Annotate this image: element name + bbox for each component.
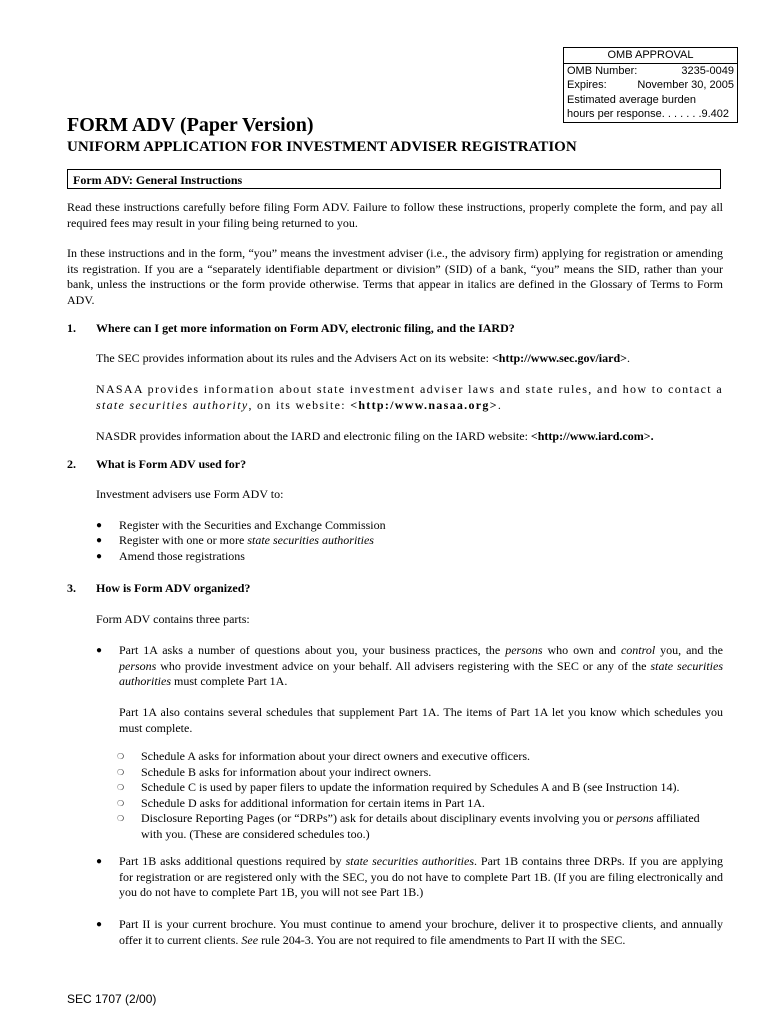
glossary-term: state securities authority bbox=[96, 397, 249, 412]
text-segment: NASDR provides information about the IARD and electronic filing on the IARD website: bbox=[96, 429, 531, 443]
sub-bullet-text bbox=[141, 796, 723, 812]
glossary-term: state securities authorities bbox=[247, 533, 374, 547]
text-segment: , on its website: bbox=[248, 397, 351, 412]
question-number: 3. bbox=[67, 581, 76, 595]
text-segment: Part II is your current brochure. You must continue to amend your brochure, deliver it to prospective clients, and annually offer it to current clients. bbox=[119, 917, 723, 947]
glossary-term: state securities authorities bbox=[345, 854, 475, 868]
burden-line-1: Estimated average burden bbox=[567, 93, 697, 106]
omb-number: 3235-0049 bbox=[681, 64, 734, 77]
sub-bullet-text bbox=[141, 765, 723, 781]
omb-approval-box bbox=[563, 47, 738, 123]
text-segment: . Part 1B contains three DRPs. If you are applying for registration or are registered only with the SEC, you do not have to complete Part 1B. (If you are filing electronically and you do not have to complete Part 1B, you will not see Part 1B.) bbox=[119, 854, 724, 899]
expires-date: November 30, 2005 bbox=[637, 79, 734, 91]
sub-bullet-text bbox=[141, 811, 723, 842]
sub-bullet-icon: ❍ bbox=[117, 799, 125, 808]
text-segment: Part 1B asks additional questions required by bbox=[119, 854, 346, 868]
expires-label: Expires: bbox=[567, 79, 607, 91]
text-segment: Schedule A asks for information about your direct owners and executive officers. bbox=[141, 749, 530, 763]
text-segment: affiliated with you. (These are considered schedules too.) bbox=[141, 811, 700, 841]
question-title: What is Form ADV used for? bbox=[96, 457, 247, 471]
sub-bullet-icon: ❍ bbox=[117, 768, 125, 777]
bullet-icon: ● bbox=[96, 919, 103, 930]
sub-bullet-item bbox=[117, 780, 723, 796]
question-number: 2. bbox=[67, 457, 76, 471]
bullet-item bbox=[96, 854, 723, 901]
sub-bullet-item bbox=[117, 811, 723, 842]
paragraph bbox=[96, 351, 723, 367]
text-segment: The SEC provides information about its rules and the Advisers Act on its website: bbox=[96, 351, 492, 365]
text-segment: Schedule C is used by paper filers to update the information required by Schedules A and B (see Instruction 14). bbox=[141, 780, 680, 794]
sub-bullet-text bbox=[141, 780, 723, 796]
bullet-text bbox=[119, 643, 723, 690]
bullet-text bbox=[119, 533, 723, 549]
omb-number-label: OMB Number: bbox=[567, 64, 638, 77]
text-segment: Schedule D asks for additional information for certain items in Part 1A. bbox=[141, 796, 485, 810]
bullet-item bbox=[96, 518, 723, 534]
link-text: <http://www.sec.gov/iard> bbox=[491, 351, 627, 365]
text-segment: Read these instructions carefully before filing Form ADV. Failure to follow these instructions, properly complete the form, and pay all required fees may result in your filing being returned to you. bbox=[67, 200, 723, 230]
bullet-text bbox=[119, 854, 723, 901]
form-number-footer: SEC 1707 (2/00) bbox=[67, 992, 157, 1006]
question-title: Where can I get more information on Form ADV, electronic filing, and the IARD? bbox=[96, 321, 515, 335]
text-segment: Part 1A asks a number of questions about you, your business practices, the bbox=[119, 643, 506, 657]
text-segment: . bbox=[626, 351, 630, 365]
sub-bullet-icon: ❍ bbox=[117, 752, 125, 761]
bullet-icon: ● bbox=[96, 551, 103, 562]
link-text: <http://www.iard.com>. bbox=[530, 429, 654, 443]
paragraph: Form ADV contains three parts: bbox=[96, 612, 250, 626]
text-segment: Amend those registrations bbox=[119, 549, 245, 563]
paragraph bbox=[96, 382, 723, 413]
sub-bullet-item bbox=[117, 765, 723, 781]
text-segment: Register with the Securities and Exchange Commission bbox=[119, 518, 386, 532]
text-segment: who own and bbox=[542, 643, 621, 657]
glossary-term: persons bbox=[119, 658, 157, 673]
bullet-icon: ● bbox=[96, 535, 103, 546]
link-text: <http:/www.nasaa.org> bbox=[350, 397, 498, 412]
bullet-text bbox=[119, 917, 723, 948]
sub-bullet-icon: ❍ bbox=[117, 814, 125, 823]
bullet-item bbox=[96, 643, 723, 690]
paragraph bbox=[96, 429, 723, 445]
glossary-term: state securities authorities bbox=[119, 658, 724, 688]
text-segment: Schedule B asks for information about your indirect owners. bbox=[141, 765, 432, 779]
intro-paragraph bbox=[67, 246, 723, 308]
text-segment: Part 1A also contains several schedules that supplement Part 1A. The items of Part 1A let you know which schedules you must complete. bbox=[119, 705, 723, 735]
bullet-icon: ● bbox=[96, 520, 103, 531]
bullet-text bbox=[119, 549, 723, 565]
glossary-term: control bbox=[620, 643, 656, 657]
paragraph-text bbox=[119, 705, 723, 736]
paragraph bbox=[96, 705, 723, 736]
text-segment: you, and the bbox=[655, 643, 723, 657]
bullet-item bbox=[96, 917, 723, 948]
intro-paragraph bbox=[67, 200, 723, 231]
glossary-term: persons bbox=[505, 643, 543, 657]
text-segment: rule 204-3. You are not required to file amendments to Part II with the SEC. bbox=[258, 932, 626, 947]
sub-bullet-item bbox=[117, 749, 723, 765]
text-segment: must complete Part 1A. bbox=[171, 674, 288, 688]
omb-header: OMB APPROVAL bbox=[564, 48, 737, 64]
bullet-item bbox=[96, 533, 723, 549]
text-segment: NASAA provides information about state investment adviser laws and state rules, and how to contact a bbox=[96, 382, 723, 396]
paragraph: Investment advisers use Form ADV to: bbox=[96, 487, 284, 501]
page-title: FORM ADV (Paper Version) bbox=[67, 114, 314, 136]
sub-bullet-item bbox=[117, 796, 723, 812]
glossary-term: See bbox=[241, 932, 259, 947]
text-segment: In these instructions and in the form, “you” means the investment adviser (i.e., the advisory firm) applying for registration or amending its registration. If you are a “separately identifiable department or division” (SID) of a bank, “you” means the SID, rather than your bank, unless the instructions or the form provide otherwise. Terms that appear in italics are defined in the Glossary of Terms to Form ADV. bbox=[67, 246, 723, 307]
bullet-icon: ● bbox=[96, 856, 103, 867]
glossary-term: persons bbox=[616, 811, 654, 825]
bullet-text bbox=[119, 518, 723, 534]
section-header-box: Form ADV: General Instructions bbox=[67, 169, 721, 189]
text-segment: . bbox=[497, 397, 503, 412]
sub-bullet-icon: ❍ bbox=[117, 783, 125, 792]
bullet-item bbox=[96, 549, 723, 565]
burden-line-2: hours per response. . . . . . .9.402 bbox=[567, 108, 730, 120]
sub-bullet-text bbox=[141, 749, 723, 765]
page-subtitle: UNIFORM APPLICATION FOR INVESTMENT ADVISER REGISTRATION bbox=[67, 139, 577, 155]
question-title: How is Form ADV organized? bbox=[96, 581, 251, 595]
bullet-icon: ● bbox=[96, 645, 103, 656]
text-segment: who provide investment advice on your behalf. All advisers registering with the SEC or any of the bbox=[156, 658, 651, 673]
text-segment: Disclosure Reporting Pages (or “DRPs”) ask for details about disciplinary events involving you or bbox=[141, 811, 617, 825]
text-segment: Register with one or more bbox=[119, 533, 248, 547]
question-number: 1. bbox=[67, 321, 76, 335]
